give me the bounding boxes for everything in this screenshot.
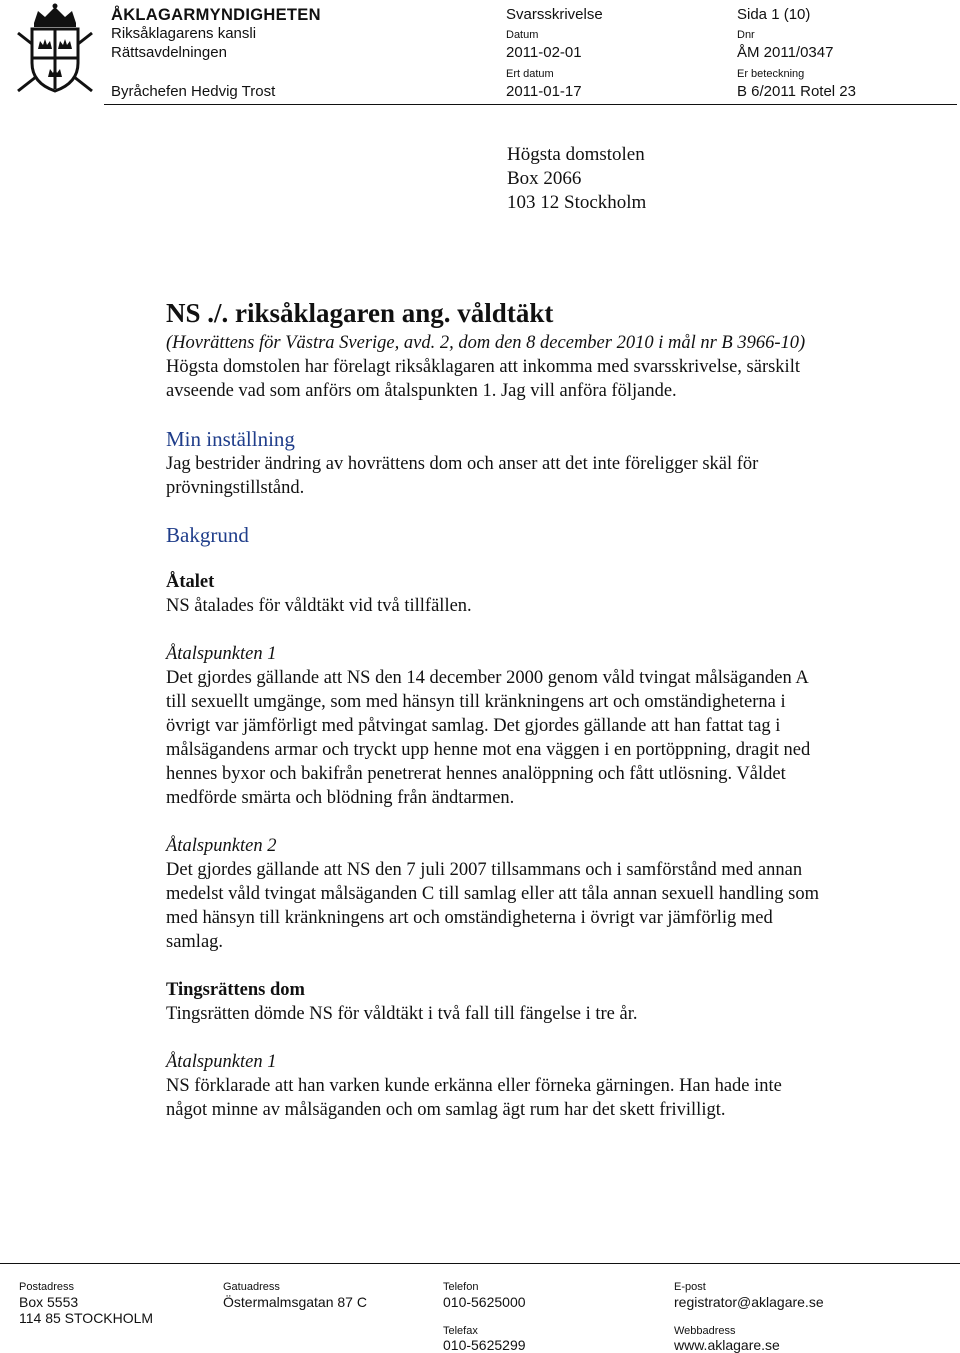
heading-bakgrund: Bakgrund xyxy=(166,523,249,547)
text-atalspunkten-1-tingsratt: NS förklarade att han varken kunde erkänna eller förneka gärningen. Han hade inte något minne av målsäganden och om samlag ägt rum har det skett frivilligt. xyxy=(166,1076,782,1120)
recipient-line-1: Högsta domstolen xyxy=(507,144,645,165)
date-label: Datum xyxy=(506,29,539,41)
postadress-line-1: Box 5553 xyxy=(19,1294,79,1310)
er-beteckning-label: Er beteckning xyxy=(737,68,805,80)
er-beteckning-value: B 6/2011 Rotel 23 xyxy=(737,83,856,100)
heading-atalspunkten-2: Åtalspunkten 2 xyxy=(166,836,277,856)
date-value: 2011-02-01 xyxy=(506,44,582,61)
dnr-value: ÅM 2011/0347 xyxy=(737,44,834,61)
telefon-label: Telefon xyxy=(443,1281,479,1293)
heading-tingsrattens-dom: Tingsrättens dom xyxy=(166,980,305,1000)
webbadress-label: Webbadress xyxy=(674,1325,736,1337)
dnr-label: Dnr xyxy=(737,29,755,41)
header-divider xyxy=(104,104,957,105)
heading-min-installning: Min inställning xyxy=(166,427,295,451)
gatuadress-label: Gatuadress xyxy=(223,1281,280,1293)
heading-atalet: Åtalet xyxy=(166,572,215,592)
postadress-label: Postadress xyxy=(19,1281,75,1293)
heading-atalspunkten-1-tingsratt: Åtalspunkten 1 xyxy=(166,1052,277,1072)
officer-name: Byråchefen Hedvig Trost xyxy=(111,83,276,100)
gatuadress-value: Östermalmsgatan 87 C xyxy=(223,1294,367,1310)
case-subtitle: (Hovrättens för Västra Sverige, avd. 2, dom den 8 december 2010 i mål nr B 3966-10) xyxy=(166,333,806,353)
text-tingsrattens-dom: Tingsrätten dömde NS för våldtäkt i två fall till fängelse i tre år. xyxy=(166,1004,638,1024)
department-name: Rättsavdelningen xyxy=(111,44,227,61)
recipient-line-2: Box 2066 xyxy=(507,168,582,189)
epost-value[interactable]: registrator@aklagare.se xyxy=(674,1294,824,1310)
epost-label: E-post xyxy=(674,1281,706,1293)
page-indicator: Sida 1 (10) xyxy=(737,6,811,23)
ert-datum-label: Ert datum xyxy=(506,68,554,80)
webbadress-value[interactable]: www.aklagare.se xyxy=(674,1337,780,1353)
ert-datum-value: 2011-01-17 xyxy=(506,83,582,100)
recipient-address xyxy=(507,143,646,215)
authority-name: ÅKLAGARMYNDIGHETEN xyxy=(111,6,321,24)
recipient-line-3: 103 12 Stockholm xyxy=(507,192,647,213)
document-body xyxy=(166,297,826,1122)
text-atalspunkten-1: Det gjordes gällande att NS den 14 december 2000 genom våld tvingat målsäganden A till sexuellt umgänge, som med hänsyn till kränkningens art och omständigheterna i övrigt var jämförligt med påtvingat samlag. Det gjordes gällande att han fattat tag i målsägandens armar och tryckt upp henne mot ena väggen i en portöppning, dragit ned hennes byxor och bakifrån penetrerat hennes analöppning och fått utlösning. Våldet medförde smärta och blödning från ändtarmen. xyxy=(166,668,811,808)
heading-atalspunkten-1: Åtalspunkten 1 xyxy=(166,644,277,664)
text-atalet: NS åtalades för våldtäkt vid två tillfällen. xyxy=(166,596,472,616)
footer-divider xyxy=(0,1263,960,1264)
postadress-line-2: 114 85 STOCKHOLM xyxy=(19,1310,154,1326)
case-title: NS ./. riksåklagaren ang. våldtäkt xyxy=(166,298,554,328)
text-atalspunkten-2: Det gjordes gällande att NS den 7 juli 2007 tillsammans och i samförstånd med annan medelst våld tvingat målsäganden C till samlag eller att tåla annan sexuell handling som med hänsyn till kränkningens art och omständigheterna i övrigt var jämförlig med samlag. xyxy=(166,860,819,952)
text-min-installning: Jag bestrider ändring av hovrättens dom och anser att det inte föreligger skäl för prövningstillstånd. xyxy=(166,454,759,498)
telefax-value: 010-5625299 xyxy=(443,1337,526,1353)
document-type: Svarsskrivelse xyxy=(506,6,603,23)
case-intro: Högsta domstolen har förelagt riksåklagaren att inkomma med svarsskrivelse, särskilt avseende vad som anförs om åtalspunkten 1. Jag vill anföra följande. xyxy=(166,357,800,401)
telefax-label: Telefax xyxy=(443,1325,478,1337)
telefon-value: 010-5625000 xyxy=(443,1294,526,1310)
coat-of-arms-logo xyxy=(12,3,98,95)
office-name: Riksåklagarens kansli xyxy=(111,25,257,42)
